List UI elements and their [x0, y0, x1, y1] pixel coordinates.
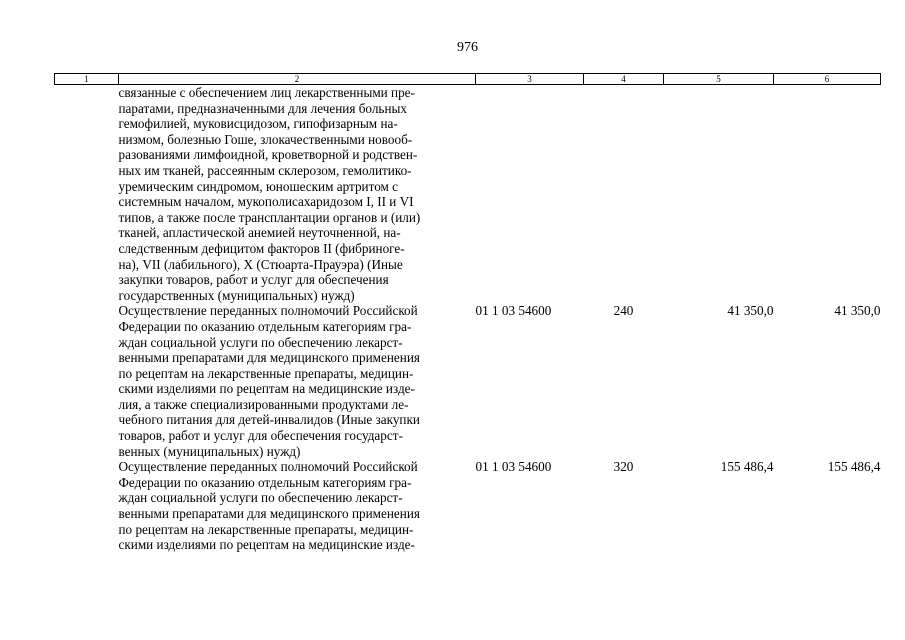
header-row: [55, 74, 881, 85]
description-line: закупки товаров, работ и услуг для обеспечения: [118, 272, 389, 288]
description-line: государственных (муниципальных) нужд): [118, 287, 355, 303]
description-line: разованиями лимфоидной, кроветворной и родствен-: [118, 147, 418, 163]
description-line: гемофилией, муковисцидозом, гипофизарным на-: [118, 116, 398, 132]
description-line: следственным дефицитом факторов II (фибриноге-: [118, 240, 405, 256]
description-line: ждан социальной услуги по обеспечению лекарст-: [118, 490, 403, 506]
table-row: [55, 459, 881, 553]
table-row: [55, 85, 881, 304]
description-line: системным началом, мукополисахаридозом I, II и VI: [118, 194, 414, 210]
amount-cell-5: 155 486,4: [720, 459, 774, 475]
description-line: венных (муниципальных) нужд): [118, 443, 301, 459]
description-line: товаров, работ и услуг для обеспечения государст-: [118, 428, 403, 444]
description-line: Осуществление переданных полномочий Российской: [118, 303, 418, 319]
amount-cell-6: 155 486,4: [827, 459, 881, 475]
description-line: низмом, болезнью Гоше, злокачественными новооб-: [118, 131, 413, 147]
description-cell: [119, 303, 476, 459]
row-number-cell: [55, 303, 119, 459]
description-line: типов, а также после трансплантации органов и (или): [118, 209, 421, 225]
table-row: [55, 303, 881, 459]
description-line: лия, а также специализированными продуктами ле-: [118, 396, 409, 412]
row-number-cell: [55, 85, 119, 304]
description-line: на), VII (лабильного), X (Стюарта-Прауэра) (Иные: [118, 256, 403, 272]
description-line: ных им тканей, рассеянным склерозом, гемолитико-: [118, 162, 412, 178]
description-line: паратами, предназначенными для лечения больных: [118, 100, 407, 116]
description-line: скими изделиями по рецептам на медицинские изде-: [118, 381, 415, 397]
code-cell: 01 1 03 54600: [475, 459, 552, 475]
column-header-2: 2: [119, 74, 476, 85]
description-line: ждан социальной услуги по обеспечению лекарст-: [118, 334, 403, 350]
description-line: венными препаратами для медицинского применения: [118, 350, 420, 366]
description-line: Федерации по оказанию отдельным категориям гра-: [118, 474, 412, 490]
description-line: тканей, апластической анемией неуточненной, на-: [118, 225, 401, 241]
column-header-6: 6: [774, 74, 881, 85]
expense-type-cell: 240: [613, 303, 634, 319]
expense-type-cell: [584, 85, 664, 304]
description-line: скими изделиями по рецептам на медицинские изде-: [118, 537, 415, 553]
code-cell: [476, 85, 584, 304]
description-line: уремическим синдромом, юношеским артритом с: [118, 178, 399, 194]
description-line: связанные с обеспечением лиц лекарственными пре-: [118, 85, 415, 100]
description-cell: [119, 85, 476, 304]
column-header-5: 5: [664, 74, 774, 85]
column-header-3: 3: [476, 74, 584, 85]
amount-cell-6: 41 350,0: [834, 303, 881, 319]
amount-cell-6: [774, 85, 881, 304]
description-line: Осуществление переданных полномочий Российской: [118, 459, 418, 475]
description-line: по рецептам на лекарственные препараты, медицин-: [118, 365, 414, 381]
description-line: чебного питания для детей-инвалидов (Иные закупки: [118, 412, 420, 428]
description-line: по рецептам на лекарственные препараты, медицин-: [118, 521, 414, 537]
row-number-cell: [55, 459, 119, 553]
code-cell: 01 1 03 54600: [475, 303, 552, 319]
description-line: Федерации по оказанию отдельным категориям гра-: [118, 318, 412, 334]
expense-type-cell: 320: [613, 459, 634, 475]
budget-table: [54, 73, 881, 553]
description-cell: [119, 459, 476, 553]
amount-cell-5: [664, 85, 774, 304]
amount-cell-5: 41 350,0: [727, 303, 774, 319]
description-line: венными препаратами для медицинского применения: [118, 506, 420, 522]
table-body: [55, 85, 881, 553]
column-header-4: 4: [584, 74, 664, 85]
column-header-1: 1: [55, 74, 119, 85]
page-number: 976: [457, 40, 478, 55]
